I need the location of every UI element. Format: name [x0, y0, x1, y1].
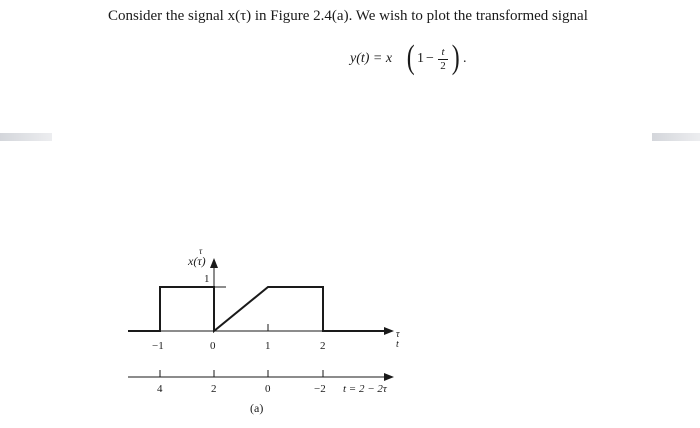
- t-tick-label: 4: [157, 383, 163, 395]
- y-axis-label: x(τ): [188, 254, 206, 268]
- formula-close-paren: ): [451, 39, 460, 76]
- formula-open-paren: (: [406, 39, 415, 76]
- formula-denominator: 2: [440, 60, 446, 72]
- formula-minus: −: [426, 51, 434, 66]
- y-axis-tau-mark: τ: [199, 246, 203, 256]
- tau-axis-label: τ: [396, 329, 400, 340]
- t-tick-label: −2: [314, 383, 326, 395]
- formula-numerator: t: [441, 46, 445, 58]
- t-tick-label: 2: [211, 383, 217, 395]
- t-tau-mapping: t = 2 − 2τ: [343, 383, 387, 395]
- tau-axis-arrow: [384, 327, 394, 335]
- t-axis-label: t: [396, 339, 399, 350]
- tau-tick-label: −1: [152, 340, 164, 352]
- formula-lhs: y(t) = x: [350, 51, 393, 66]
- vertical-axis-arrow: [210, 258, 218, 268]
- tau-tick-label: 2: [320, 340, 326, 352]
- tau-tick-label: 0: [210, 340, 216, 352]
- t-tick-label: 0: [265, 383, 271, 395]
- problem-statement: Consider the signal x(τ) in Figure 2.4(a). We wish to plot the transformed signal: [108, 8, 588, 24]
- tau-tick-label: 1: [265, 340, 271, 352]
- signal-curve: [128, 287, 384, 331]
- figure-caption: (a): [250, 401, 264, 415]
- level-one-label: 1: [204, 273, 210, 285]
- t-axis-arrow: [384, 373, 394, 381]
- formula-period: .: [463, 51, 467, 66]
- formula-one: 1: [417, 51, 424, 66]
